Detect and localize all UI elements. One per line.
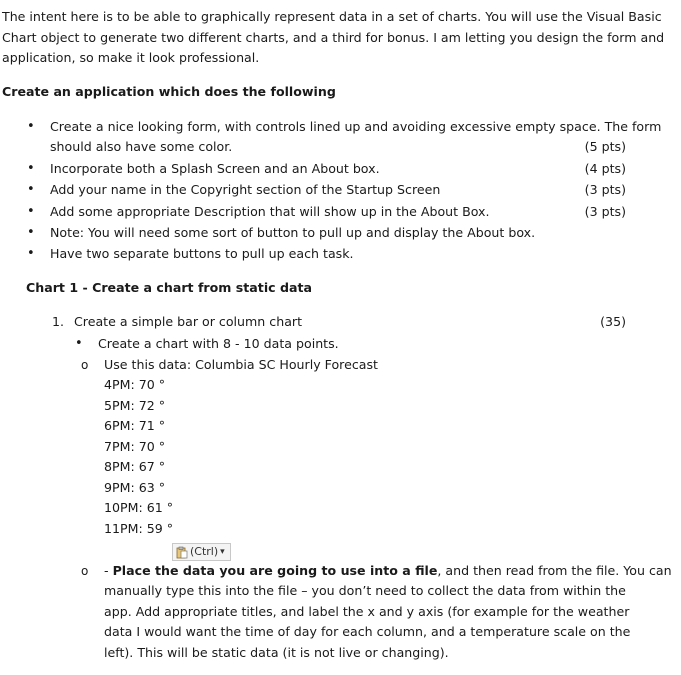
requirement-5: Note: You will need some sort of button to pull up and display the About box. bbox=[50, 225, 536, 240]
clipboard-icon bbox=[176, 546, 188, 559]
paste-options-label: (Ctrl) bbox=[190, 545, 219, 558]
chart1-heading: Chart 1 - Create a chart from static data bbox=[26, 280, 313, 295]
chevron-down-icon: ▾ bbox=[220, 547, 225, 557]
file-instruction-line-1 bbox=[104, 563, 672, 579]
bullet-icon: • bbox=[27, 182, 35, 197]
requirement-2-points: (4 pts) bbox=[584, 161, 626, 176]
step-points: (35) bbox=[600, 314, 626, 329]
step-text: Create a simple bar or column chart bbox=[74, 314, 303, 329]
requirement-3: Add your name in the Copyright section of the Startup Screen bbox=[50, 182, 441, 197]
open-bullet-icon: o bbox=[81, 564, 89, 578]
requirement-1-line-2: should also have some color. bbox=[50, 139, 233, 154]
requirement-3-points: (3 pts) bbox=[584, 182, 626, 197]
bullet-icon: • bbox=[27, 204, 35, 219]
bullet-icon: • bbox=[27, 161, 35, 176]
intro-line-2: Chart object to generate two different charts, and a third for bonus. I am letting you design the form and bbox=[2, 30, 665, 45]
bullet-icon: • bbox=[27, 246, 35, 261]
bullet-icon: • bbox=[27, 225, 35, 240]
requirement-4: Add some appropriate Description that will show up in the About Box. bbox=[50, 204, 490, 219]
bullet-icon: • bbox=[27, 119, 35, 134]
step-number: 1. bbox=[52, 314, 65, 329]
forecast-line: 11PM: 59 ° bbox=[104, 521, 174, 536]
requirement-1-line-1: Create a nice looking form, with controls lined up and avoiding excessive empty space. The form bbox=[50, 119, 662, 134]
file-instruction-line-4: data I would want the time of day for each column, and a temperature scale on the bbox=[104, 624, 631, 639]
file-instruction-bold: Place the data you are going to use into a file bbox=[112, 563, 438, 578]
forecast-line: 9PM: 63 ° bbox=[104, 480, 166, 495]
forecast-line: 7PM: 70 ° bbox=[104, 439, 166, 454]
sub-bullet-text: Create a chart with 8 - 10 data points. bbox=[98, 336, 339, 351]
bullet-icon: • bbox=[75, 336, 83, 351]
requirement-6: Have two separate buttons to pull up each task. bbox=[50, 246, 354, 261]
forecast-line: 5PM: 72 ° bbox=[104, 398, 166, 413]
data-intro: Use this data: Columbia SC Hourly Forecast bbox=[104, 357, 378, 372]
requirements-heading: Create an application which does the following bbox=[2, 84, 336, 99]
open-bullet-icon: o bbox=[81, 358, 89, 372]
requirement-2: Incorporate both a Splash Screen and an About box. bbox=[50, 161, 380, 176]
intro-line-1: The intent here is to be able to graphically represent data in a set of charts. You will use the Visual Basic bbox=[2, 9, 662, 24]
paste-options-button[interactable] bbox=[172, 543, 231, 561]
file-instruction-line-3: app. Add appropriate titles, and label the x and y axis (for example for the weather bbox=[104, 604, 630, 619]
intro-line-3: application, so make it look professional. bbox=[2, 50, 260, 65]
requirement-4-points: (3 pts) bbox=[584, 204, 626, 219]
requirement-1-points: (5 pts) bbox=[584, 139, 626, 154]
file-dash: - bbox=[104, 563, 113, 578]
forecast-line: 6PM: 71 ° bbox=[104, 418, 166, 433]
file-instruction-line-5: left). This will be static data (it is not live or changing). bbox=[104, 645, 449, 660]
file-instruction-rest: , and then read from the file. You can bbox=[437, 563, 672, 578]
forecast-line: 4PM: 70 ° bbox=[104, 377, 166, 392]
forecast-line: 8PM: 67 ° bbox=[104, 459, 166, 474]
file-instruction-line-2: manually type this into the file – you don’t need to collect the data from within the bbox=[104, 583, 626, 598]
forecast-line: 10PM: 61 ° bbox=[104, 500, 174, 515]
